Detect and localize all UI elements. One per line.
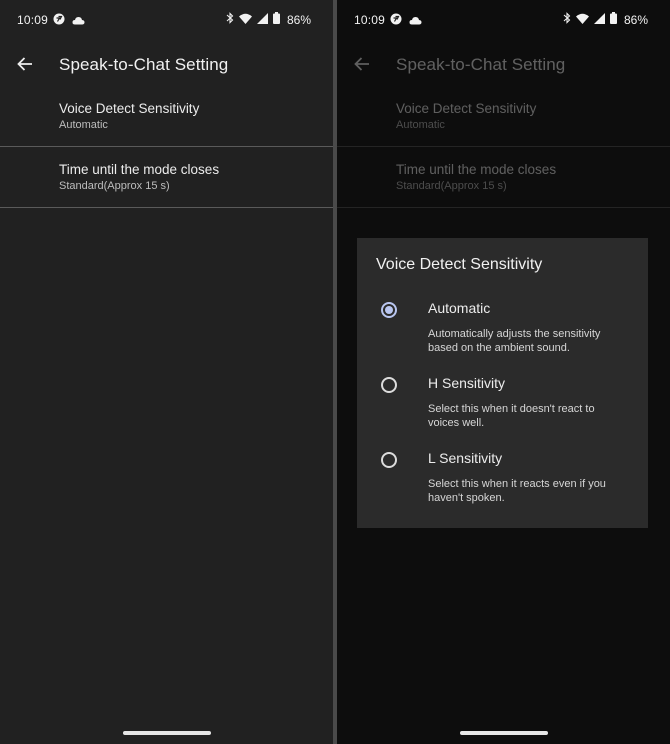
bluetooth-icon bbox=[226, 12, 234, 27]
assistant-icon bbox=[53, 13, 65, 28]
status-bar bbox=[337, 0, 670, 40]
status-time: 10:09 bbox=[17, 13, 49, 27]
page-title: Speak-to-Chat Setting bbox=[59, 55, 229, 74]
setting-value: Automatic bbox=[59, 119, 108, 131]
wifi-icon bbox=[239, 13, 252, 27]
divider bbox=[0, 207, 333, 208]
option-description: Automatically adjusts the sensitivity based on the ambient sound. bbox=[428, 328, 601, 354]
sensitivity-dialog bbox=[357, 238, 648, 528]
dialog-title: Voice Detect Sensitivity bbox=[376, 256, 543, 273]
option-description: Select this when it doesn't react to voices well. bbox=[428, 403, 595, 429]
battery-percentage: 86% bbox=[623, 12, 648, 27]
status-bar bbox=[0, 0, 333, 40]
setting-voice-detect-sensitivity[interactable] bbox=[0, 86, 333, 147]
battery-icon bbox=[273, 12, 280, 27]
settings-screen-with-dialog bbox=[337, 0, 670, 744]
option-automatic[interactable] bbox=[357, 296, 648, 368]
wifi-icon bbox=[576, 13, 589, 27]
option-label: H Sensitivity bbox=[428, 375, 506, 391]
signal-icon bbox=[257, 13, 268, 27]
signal-icon bbox=[594, 13, 605, 27]
assistant-icon bbox=[390, 13, 402, 28]
settings-screen bbox=[0, 0, 333, 744]
option-label: Automatic bbox=[428, 300, 491, 316]
battery-icon bbox=[610, 12, 617, 27]
setting-time-until-mode-closes[interactable] bbox=[0, 147, 333, 208]
radio-button[interactable] bbox=[381, 377, 397, 393]
gesture-nav-handle[interactable] bbox=[123, 731, 211, 735]
cloud-icon bbox=[409, 14, 422, 28]
setting-value: Standard(Approx 15 s) bbox=[59, 180, 170, 192]
option-description: Select this when it reacts even if you haven't spoken. bbox=[428, 478, 606, 504]
battery-percentage: 86% bbox=[286, 12, 311, 27]
setting-label: Voice Detect Sensitivity bbox=[59, 101, 200, 116]
app-bar bbox=[0, 44, 333, 86]
radio-button[interactable] bbox=[381, 452, 397, 468]
option-l-sensitivity[interactable] bbox=[357, 446, 648, 518]
option-label: L Sensitivity bbox=[428, 450, 503, 466]
status-time: 10:09 bbox=[354, 13, 386, 27]
bluetooth-icon bbox=[563, 12, 571, 27]
setting-label: Time until the mode closes bbox=[59, 162, 220, 177]
radio-button-selected[interactable] bbox=[381, 302, 397, 318]
cloud-icon bbox=[72, 14, 85, 28]
option-h-sensitivity[interactable] bbox=[357, 371, 648, 443]
back-arrow-icon bbox=[17, 56, 33, 72]
back-button[interactable] bbox=[12, 51, 38, 77]
gesture-nav-handle[interactable] bbox=[460, 731, 548, 735]
